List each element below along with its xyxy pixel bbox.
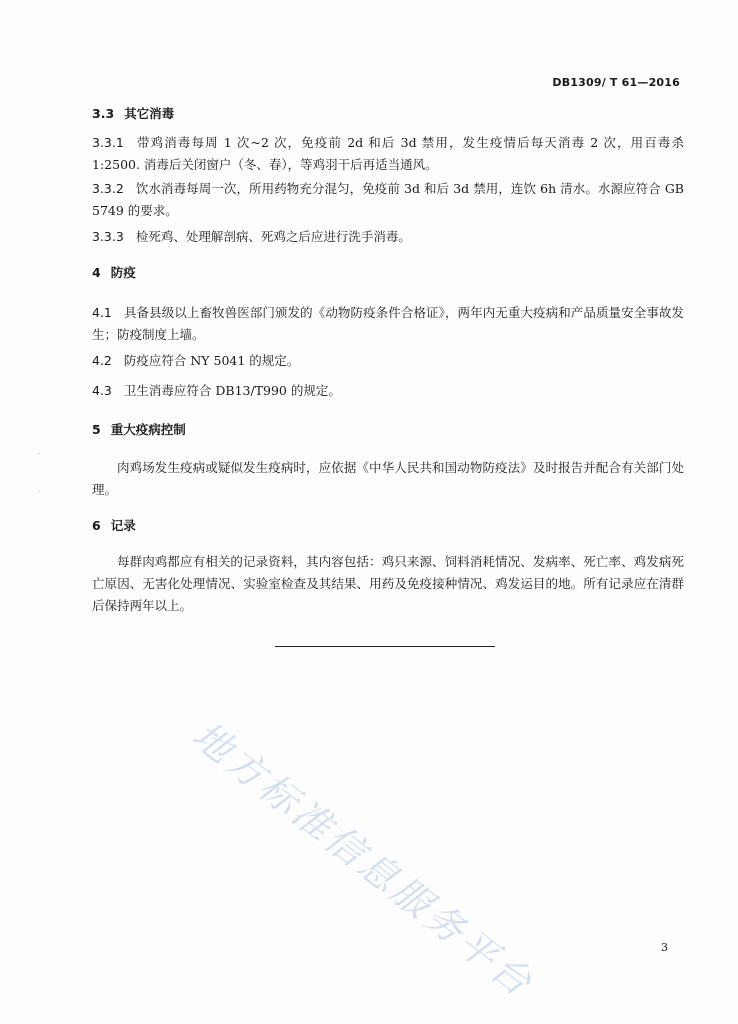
- margin-mark: ·: [38, 488, 41, 496]
- section-5-heading: [92, 419, 684, 441]
- clause-number: 3.3.1: [92, 135, 124, 150]
- section-title: 防疫: [110, 265, 136, 280]
- section-title: 重大疫病控制: [110, 422, 186, 437]
- section-6-paragraph: 每群肉鸡都应有相关的记录资料，其内容包括：鸡只来源、饲料消耗情况、发病率、死亡率、鸡发病死亡原因、无害化处理情况、实验室检查及其结果、用药及免疫接种情况、鸡发运目的地。所有记录应在清群后保持两年以上。: [92, 554, 684, 613]
- watermark: 地方标准信息服务平台: [184, 712, 543, 1007]
- clause-4-2: [92, 350, 684, 372]
- section-5-paragraph: 肉鸡场发生疫病或疑似发生疫病时，应依据《中华人民共和国动物防疫法》及时报告并配合有关部门处理。: [92, 460, 684, 497]
- page-number: 3: [661, 941, 668, 954]
- clause-4-1: [92, 302, 684, 346]
- clause-number: 4.3: [92, 383, 112, 398]
- end-of-text-rule: [275, 646, 495, 647]
- clause-text: 饮水消毒每周一次，所用药物充分混匀，免疫前 3d 和后 3d 禁用，连饮 6h 清水。水源应符合 GB 5749 的要求。: [92, 181, 684, 218]
- section-title: 其它消毒: [124, 106, 175, 121]
- clause-text: 防疫应符合 NY 5041 的规定。: [123, 353, 300, 368]
- document-code: DB1309/ T 61—2016: [552, 76, 680, 89]
- section-3-3-heading: [92, 103, 684, 125]
- clause-number: 3.3.2: [92, 181, 124, 196]
- margin-mark: ·: [38, 450, 41, 458]
- clause-number: 3.3.3: [92, 229, 124, 244]
- clause-number: 4.1: [92, 305, 112, 320]
- clause-4-3: [92, 380, 684, 402]
- clause-3-3-2: [92, 178, 684, 222]
- section-number: 4: [92, 265, 101, 280]
- clause-text: 具备县级以上畜牧兽医部门颁发的《动物防疫条件合格证》，两年内无重大疫病和产品质量安全事故发生；防疫制度上墙。: [92, 305, 684, 342]
- clause-text: 检死鸡、处理解剖病、死鸡之后应进行洗手消毒。: [135, 229, 411, 244]
- clause-3-3-1: [92, 132, 684, 176]
- clause-text: 带鸡消毒每周 1 次~2 次，免疫前 2d 和后 3d 禁用，发生疫情后每天消毒 2 次，用百毒杀 1:2500. 消毒后关闭窗户（冬、春），等鸡羽干后再适当通风。: [92, 135, 684, 172]
- clause-3-3-3: [92, 226, 684, 248]
- section-number: 5: [92, 422, 101, 437]
- section-number: 6: [92, 518, 101, 533]
- clause-number: 4.2: [92, 353, 112, 368]
- section-title: 记录: [110, 518, 136, 533]
- section-4-heading: [92, 262, 684, 284]
- section-number: 3.3: [92, 106, 115, 121]
- section-6-heading: [92, 515, 684, 537]
- clause-text: 卫生消毒应符合 DB13/T990 的规定。: [123, 383, 341, 398]
